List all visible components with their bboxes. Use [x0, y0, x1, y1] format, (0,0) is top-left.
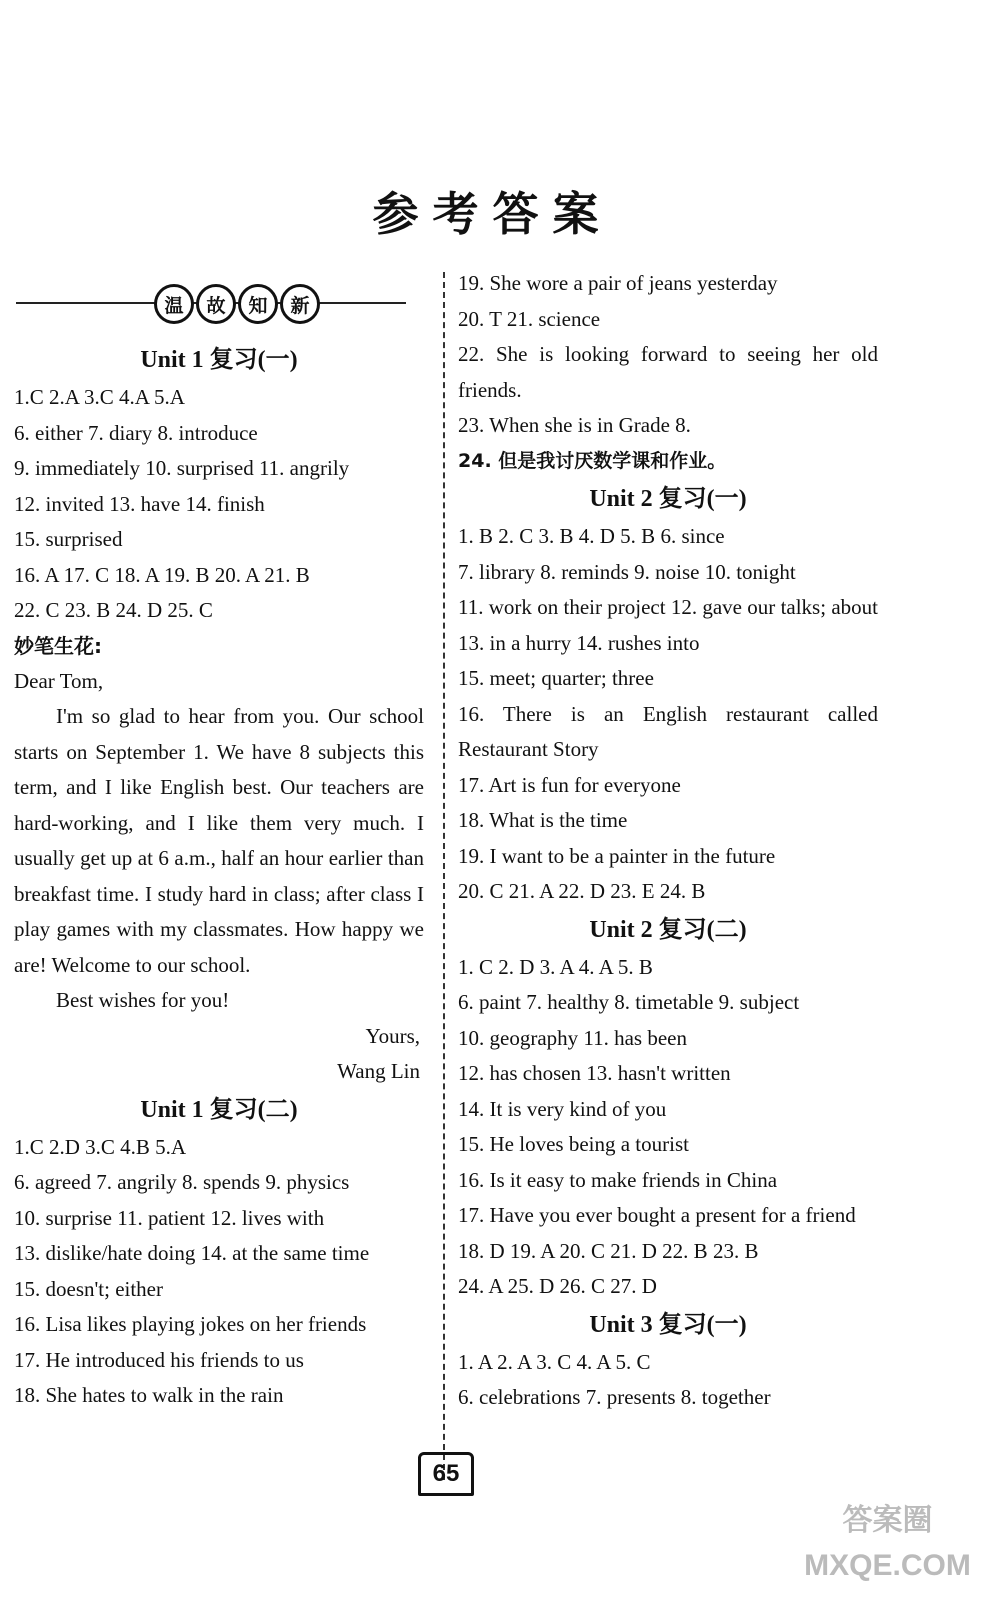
- answer-line: 6. agreed 7. angrily 8. spends 9. physics: [14, 1170, 350, 1194]
- banner-char: 温: [154, 284, 194, 324]
- answer-line: 6. paint 7. healthy 8. timetable 9. subject: [458, 990, 800, 1014]
- answer-line: 18. She hates to walk in the rain: [14, 1383, 284, 1407]
- answer-line: 19. I want to be a painter in the future: [458, 843, 776, 868]
- letter-signature: Wang Lin: [337, 1059, 420, 1083]
- answer-line: 1. C 2. D 3. A 4. A 5. B: [458, 954, 653, 979]
- answer-line: 15. meet; quarter; three: [458, 666, 654, 690]
- right-column: [458, 266, 878, 1416]
- answer-line: 7. library 8. reminds 9. noise 10. tonight: [458, 559, 796, 584]
- answer-line: 18. What is the time: [458, 808, 628, 832]
- unit2-review2-heading: Unit 2 复习(二): [589, 916, 747, 943]
- banner-char: 故: [196, 284, 236, 324]
- answer-line: 14. It is very kind of you: [458, 1096, 667, 1121]
- unit3-review1-heading: Unit 3 复习(一): [589, 1311, 747, 1338]
- answer-line: 17. He introduced his friends to us: [14, 1347, 304, 1372]
- answer-line: 16. Lisa likes playing jokes on her friends: [14, 1312, 367, 1336]
- unit1-review2-heading: Unit 1 复习(二): [140, 1096, 298, 1123]
- answer-line: 15. He loves being a tourist: [458, 1132, 689, 1156]
- answer-line: 15. doesn't; either: [14, 1276, 163, 1301]
- answer-line: 15. surprised: [14, 527, 123, 551]
- letter-wishes: Best wishes for you!: [56, 988, 230, 1012]
- answer-line: 16. A 17. C 18. A 19. B 20. A 21. B: [14, 562, 310, 587]
- answer-line: 18. D 19. A 20. C 21. D 22. B 23. B: [458, 1238, 759, 1263]
- letter-greeting: Dear Tom,: [14, 668, 104, 693]
- answer-line: 17. Have you ever bought a present for a friend: [458, 1203, 856, 1227]
- answer-line: 20. T 21. science: [458, 306, 601, 331]
- unit1-review1-heading: Unit 1 复习(一): [140, 347, 298, 373]
- page-title: 参考答案: [372, 187, 613, 241]
- answer-line: 6. celebrations 7. presents 8. together: [458, 1385, 771, 1409]
- banner-char: 新: [280, 284, 320, 324]
- answer-line: 19. She wore a pair of jeans yesterday: [458, 271, 778, 295]
- answer-line: 10. geography 11. has been: [458, 1025, 687, 1050]
- letter-body: I'm so glad to hear from you. Our school starts on September 1. We have 8 subjects this term, and I like English best. Our teachers are hard-working, and I like them very much. I usually get up at 6 a.m., half an hour earlier than breakfast time. I study hard in class; after class I play games with my classmates. How happy we are! Welcome to our school.: [14, 704, 424, 977]
- answer-line: 13. dislike/hate doing 14. at the same time: [14, 1241, 370, 1265]
- answer-line: 24. A 25. D 26. C 27. D: [458, 1274, 657, 1298]
- answer-line: 16. Is it easy to make friends in China: [458, 1167, 778, 1192]
- answer-line: 1.C 2.A 3.C 4.A 5.A: [14, 385, 185, 409]
- banner-char: 知: [238, 284, 278, 324]
- answer-line: 1. B 2. C 3. B 4. D 5. B 6. since: [458, 524, 725, 548]
- answer-line: 22. She is looking forward to seeing her old friends.: [458, 342, 878, 402]
- answer-line: 23. When she is in Grade 8.: [458, 413, 691, 437]
- answer-line: 1.C 2.D 3.C 4.B 5.A: [14, 1134, 187, 1159]
- answer-line: 24. 但是我讨厌数学课和作业。: [458, 449, 727, 472]
- answer-line: 22. C 23. B 24. D 25. C: [14, 598, 213, 622]
- answer-line: 6. either 7. diary 8. introduce: [14, 420, 258, 445]
- watermark-logo: 答案圈 MXQE.COM: [804, 1504, 971, 1582]
- left-column: [14, 266, 424, 1414]
- answer-line: 17. Art is fun for everyone: [458, 772, 681, 797]
- answer-line: 10. surprise 11. patient 12. lives with: [14, 1205, 325, 1230]
- answer-line: 9. immediately 10. surprised 11. angrily: [14, 456, 350, 480]
- page-number: 65: [418, 1452, 474, 1496]
- answer-line: 12. invited 13. have 14. finish: [14, 491, 265, 516]
- answer-line: 20. C 21. A 22. D 23. E 24. B: [458, 879, 706, 903]
- answer-line: 11. work on their project 12. gave our talks; about 13. in a hurry 14. rushes into: [458, 595, 878, 655]
- answer-line: 12. has chosen 13. hasn't written: [458, 1061, 731, 1085]
- unit2-review1-heading: Unit 2 复习(一): [589, 486, 747, 512]
- column-divider: [443, 272, 445, 1480]
- writing-label: 妙笔生花:: [14, 633, 102, 658]
- section-banner: [14, 266, 424, 340]
- answer-line: 1. A 2. A 3. C 4. A 5. C: [458, 1349, 651, 1374]
- letter-closing: Yours,: [365, 1023, 420, 1048]
- answer-line: 16. There is an English restaurant called Restaurant Story: [458, 701, 878, 761]
